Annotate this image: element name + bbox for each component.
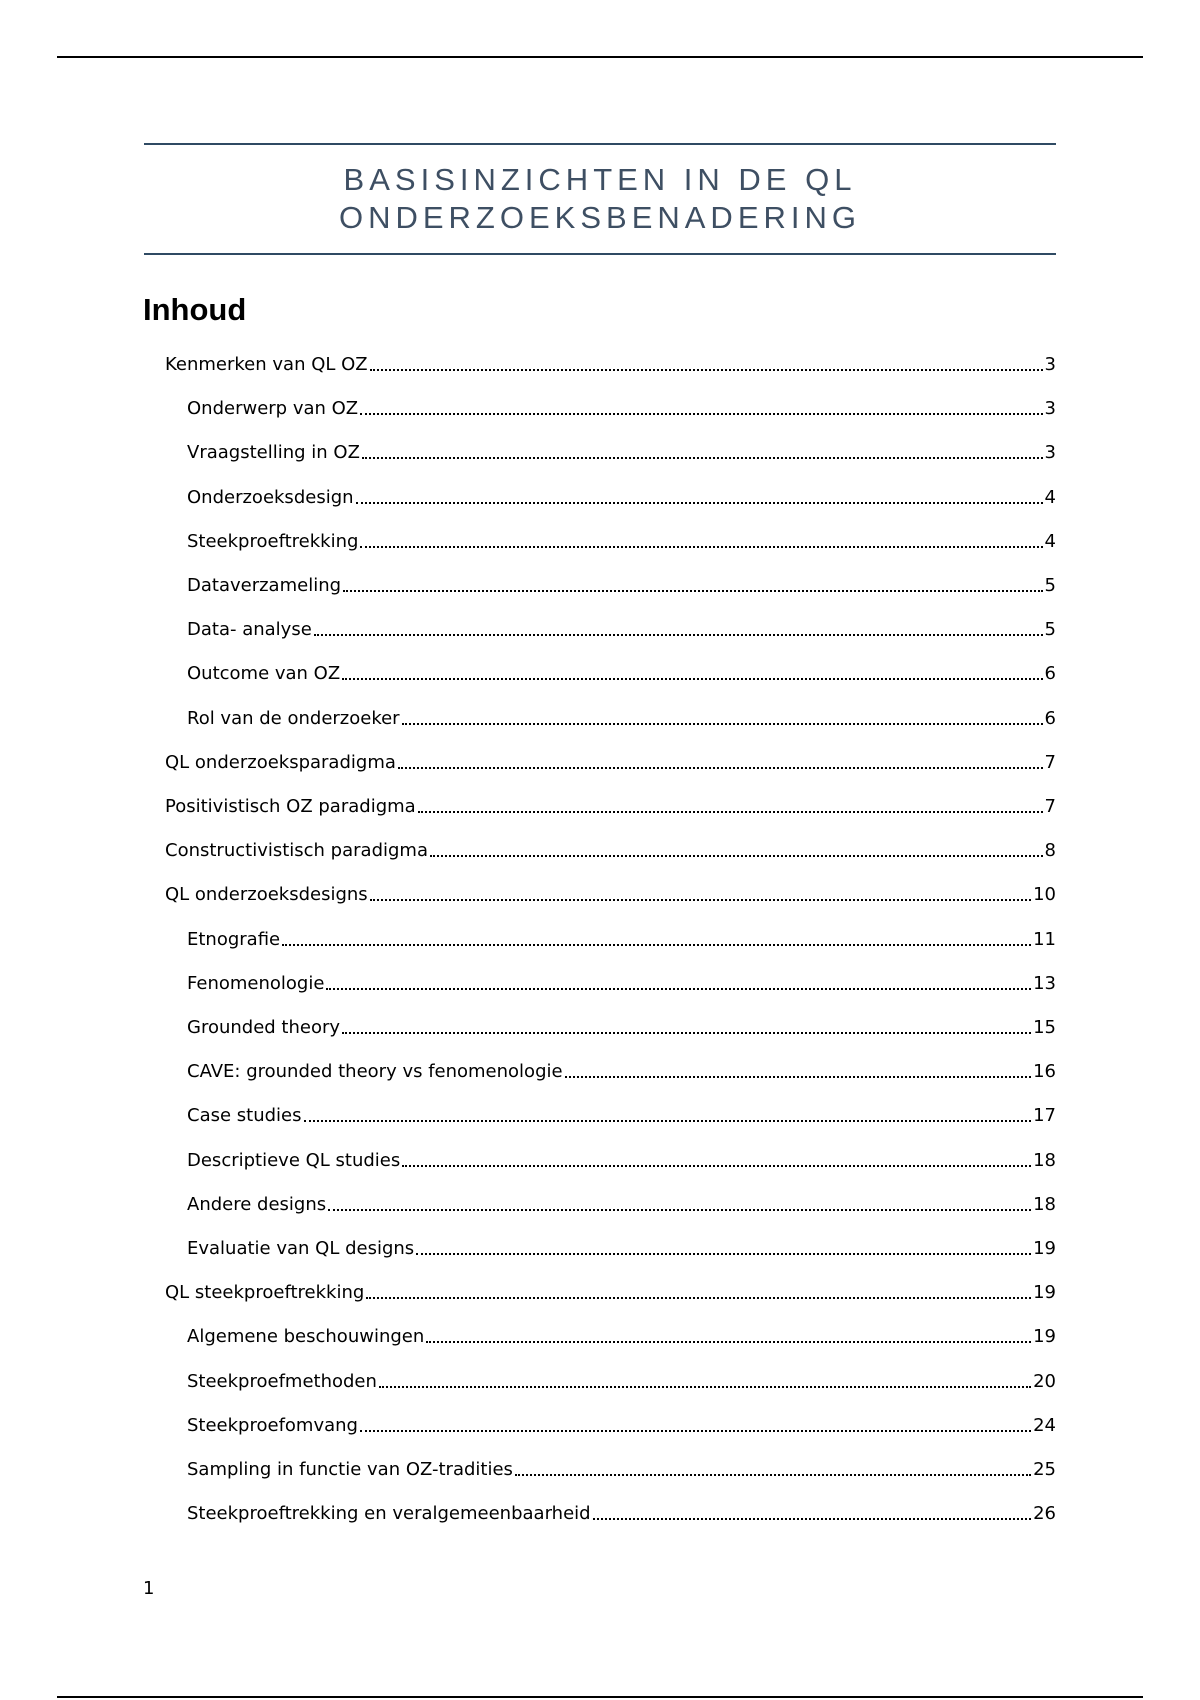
toc-entry[interactable] bbox=[165, 789, 1056, 819]
toc-entry-label: Etnografie bbox=[187, 929, 281, 950]
toc-dot-leader bbox=[416, 1253, 1031, 1255]
toc-dot-leader bbox=[370, 369, 1043, 371]
toc-entry[interactable] bbox=[187, 568, 1056, 598]
toc-entry-page: 17 bbox=[1033, 1105, 1056, 1126]
toc-entry-label: Dataverzameling bbox=[187, 575, 342, 596]
toc-entry[interactable] bbox=[187, 1231, 1056, 1261]
toc-dot-leader bbox=[360, 413, 1042, 415]
toc-dot-leader bbox=[515, 1474, 1031, 1476]
toc-entry-label: Steekproefmethoden bbox=[187, 1371, 377, 1392]
toc-entry-page: 5 bbox=[1044, 619, 1056, 640]
toc-entry[interactable] bbox=[187, 656, 1056, 686]
toc-dot-leader bbox=[342, 678, 1042, 680]
toc-entry-label: Vraagstelling in OZ bbox=[187, 442, 360, 463]
page-bottom-rule bbox=[57, 1696, 1143, 1698]
toc-entry[interactable] bbox=[165, 877, 1056, 907]
page-number: 1 bbox=[143, 1578, 155, 1599]
toc-entry[interactable] bbox=[187, 701, 1056, 731]
toc-entry-label: Fenomenologie bbox=[187, 973, 325, 994]
toc-entry[interactable] bbox=[165, 833, 1056, 863]
toc-entry[interactable] bbox=[187, 435, 1056, 465]
toc-entry-page: 3 bbox=[1044, 354, 1056, 375]
toc-entry[interactable] bbox=[165, 347, 1056, 377]
toc-entry-label: Constructivistisch paradigma bbox=[165, 840, 428, 861]
toc-entry-page: 20 bbox=[1033, 1371, 1056, 1392]
toc-entry-page: 11 bbox=[1033, 929, 1056, 950]
toc-entry-label: Rol van de onderzoeker bbox=[187, 708, 400, 729]
toc-entry-page: 18 bbox=[1033, 1194, 1056, 1215]
toc-entry-page: 19 bbox=[1033, 1326, 1056, 1347]
toc-entry-page: 3 bbox=[1044, 442, 1056, 463]
toc-entry-label: Steekproefomvang bbox=[187, 1415, 358, 1436]
toc-dot-leader bbox=[379, 1386, 1031, 1388]
toc-entry-page: 24 bbox=[1033, 1415, 1056, 1436]
toc-dot-leader bbox=[593, 1518, 1032, 1520]
document-title-line-1: BASISINZICHTEN IN DE QL bbox=[343, 162, 857, 197]
toc-entry[interactable] bbox=[187, 612, 1056, 642]
toc-dot-leader bbox=[362, 457, 1043, 459]
toc-entry[interactable] bbox=[187, 391, 1056, 421]
toc-entry[interactable] bbox=[165, 745, 1056, 775]
toc-dot-leader bbox=[418, 811, 1043, 813]
toc-dot-leader bbox=[356, 502, 1043, 504]
toc-entry-label: CAVE: grounded theory vs fenomenologie bbox=[187, 1061, 563, 1082]
toc-entry-page: 25 bbox=[1033, 1459, 1056, 1480]
toc-entry-page: 19 bbox=[1033, 1238, 1056, 1259]
toc-entry-label: Steekproeftrekking bbox=[187, 531, 359, 552]
toc-entry-label: QL onderzoeksdesigns bbox=[165, 884, 368, 905]
toc-entry-page: 6 bbox=[1044, 663, 1056, 684]
document-title-block bbox=[144, 143, 1056, 255]
toc-dot-leader bbox=[360, 546, 1042, 548]
toc-entry-page: 8 bbox=[1044, 840, 1056, 861]
toc-entry-page: 26 bbox=[1033, 1503, 1056, 1524]
document-title-line-2: ONDERZOEKSBENADERING bbox=[338, 200, 861, 235]
toc-entry-label: Onderwerp van OZ bbox=[187, 398, 359, 419]
toc-entry-label: Evaluatie van QL designs bbox=[187, 1238, 415, 1259]
toc-entry-label: Sampling in functie van OZ-tradities bbox=[187, 1459, 513, 1480]
toc-dot-leader bbox=[402, 1165, 1031, 1167]
toc-dot-leader bbox=[430, 855, 1043, 857]
toc-dot-leader bbox=[282, 944, 1031, 946]
toc-entry-page: 19 bbox=[1033, 1282, 1056, 1303]
toc-entry-label: Case studies bbox=[187, 1105, 302, 1126]
toc-entry[interactable] bbox=[187, 1098, 1056, 1128]
toc-entry-label: Andere designs bbox=[187, 1194, 327, 1215]
toc-entry[interactable] bbox=[187, 1408, 1056, 1438]
toc-entry[interactable] bbox=[187, 1143, 1056, 1173]
toc-entry-label: Outcome van OZ bbox=[187, 663, 341, 684]
toc-entry-page: 7 bbox=[1044, 796, 1056, 817]
toc-entry-page: 16 bbox=[1033, 1061, 1056, 1082]
toc-entry-label: QL steekproeftrekking bbox=[165, 1282, 365, 1303]
toc-entry[interactable] bbox=[187, 966, 1056, 996]
toc-dot-leader bbox=[366, 1297, 1031, 1299]
toc-entry[interactable] bbox=[187, 480, 1056, 510]
toc-dot-leader bbox=[398, 767, 1043, 769]
toc-entry[interactable] bbox=[187, 1187, 1056, 1217]
toc-entry[interactable] bbox=[165, 1275, 1056, 1305]
toc-entry[interactable] bbox=[187, 1319, 1056, 1349]
toc-entry-page: 4 bbox=[1044, 531, 1056, 552]
toc-dot-leader bbox=[343, 590, 1043, 592]
toc-dot-leader bbox=[565, 1076, 1032, 1078]
toc-entry-page: 3 bbox=[1044, 398, 1056, 419]
toc-entry[interactable] bbox=[187, 922, 1056, 952]
toc-dot-leader bbox=[426, 1341, 1031, 1343]
toc-entry-page: 4 bbox=[1044, 487, 1056, 508]
toc-entry-label: Descriptieve QL studies bbox=[187, 1150, 401, 1171]
toc-entry[interactable] bbox=[187, 1054, 1056, 1084]
toc-entry-page: 18 bbox=[1033, 1150, 1056, 1171]
toc-entry[interactable] bbox=[187, 1452, 1056, 1482]
toc-dot-leader bbox=[402, 723, 1043, 725]
toc-entry-label: Kenmerken van QL OZ bbox=[165, 354, 368, 375]
toc-entry-page: 5 bbox=[1044, 575, 1056, 596]
toc-entry-label: Algemene beschouwingen bbox=[187, 1326, 425, 1347]
toc-entry[interactable] bbox=[187, 524, 1056, 554]
toc-entry-label: Grounded theory bbox=[187, 1017, 341, 1038]
toc-dot-leader bbox=[328, 1209, 1031, 1211]
toc-entry-page: 7 bbox=[1044, 752, 1056, 773]
toc-entry-page: 10 bbox=[1033, 884, 1056, 905]
toc-entry-page: 6 bbox=[1044, 708, 1056, 729]
toc-dot-leader bbox=[314, 634, 1043, 636]
toc-entry-page: 15 bbox=[1033, 1017, 1056, 1038]
toc-entry[interactable] bbox=[187, 1496, 1056, 1526]
toc-entry-label: Positivistisch OZ paradigma bbox=[165, 796, 416, 817]
toc-entry-label: QL onderzoeksparadigma bbox=[165, 752, 396, 773]
toc-dot-leader bbox=[326, 988, 1031, 990]
toc-entry-label: Steekproeftrekking en veralgemeenbaarheid bbox=[187, 1503, 591, 1524]
toc-heading: Inhoud bbox=[143, 292, 247, 327]
toc-dot-leader bbox=[342, 1032, 1031, 1034]
toc-dot-leader bbox=[360, 1430, 1031, 1432]
page-top-rule bbox=[57, 56, 1143, 58]
toc-dot-leader bbox=[304, 1120, 1032, 1122]
toc-entry-label: Onderzoeksdesign bbox=[187, 487, 354, 508]
toc-entry-page: 13 bbox=[1033, 973, 1056, 994]
toc-entry-label: Data- analyse bbox=[187, 619, 312, 640]
toc-entry[interactable] bbox=[187, 1364, 1056, 1394]
toc-entry[interactable] bbox=[187, 1010, 1056, 1040]
toc-dot-leader bbox=[370, 899, 1031, 901]
